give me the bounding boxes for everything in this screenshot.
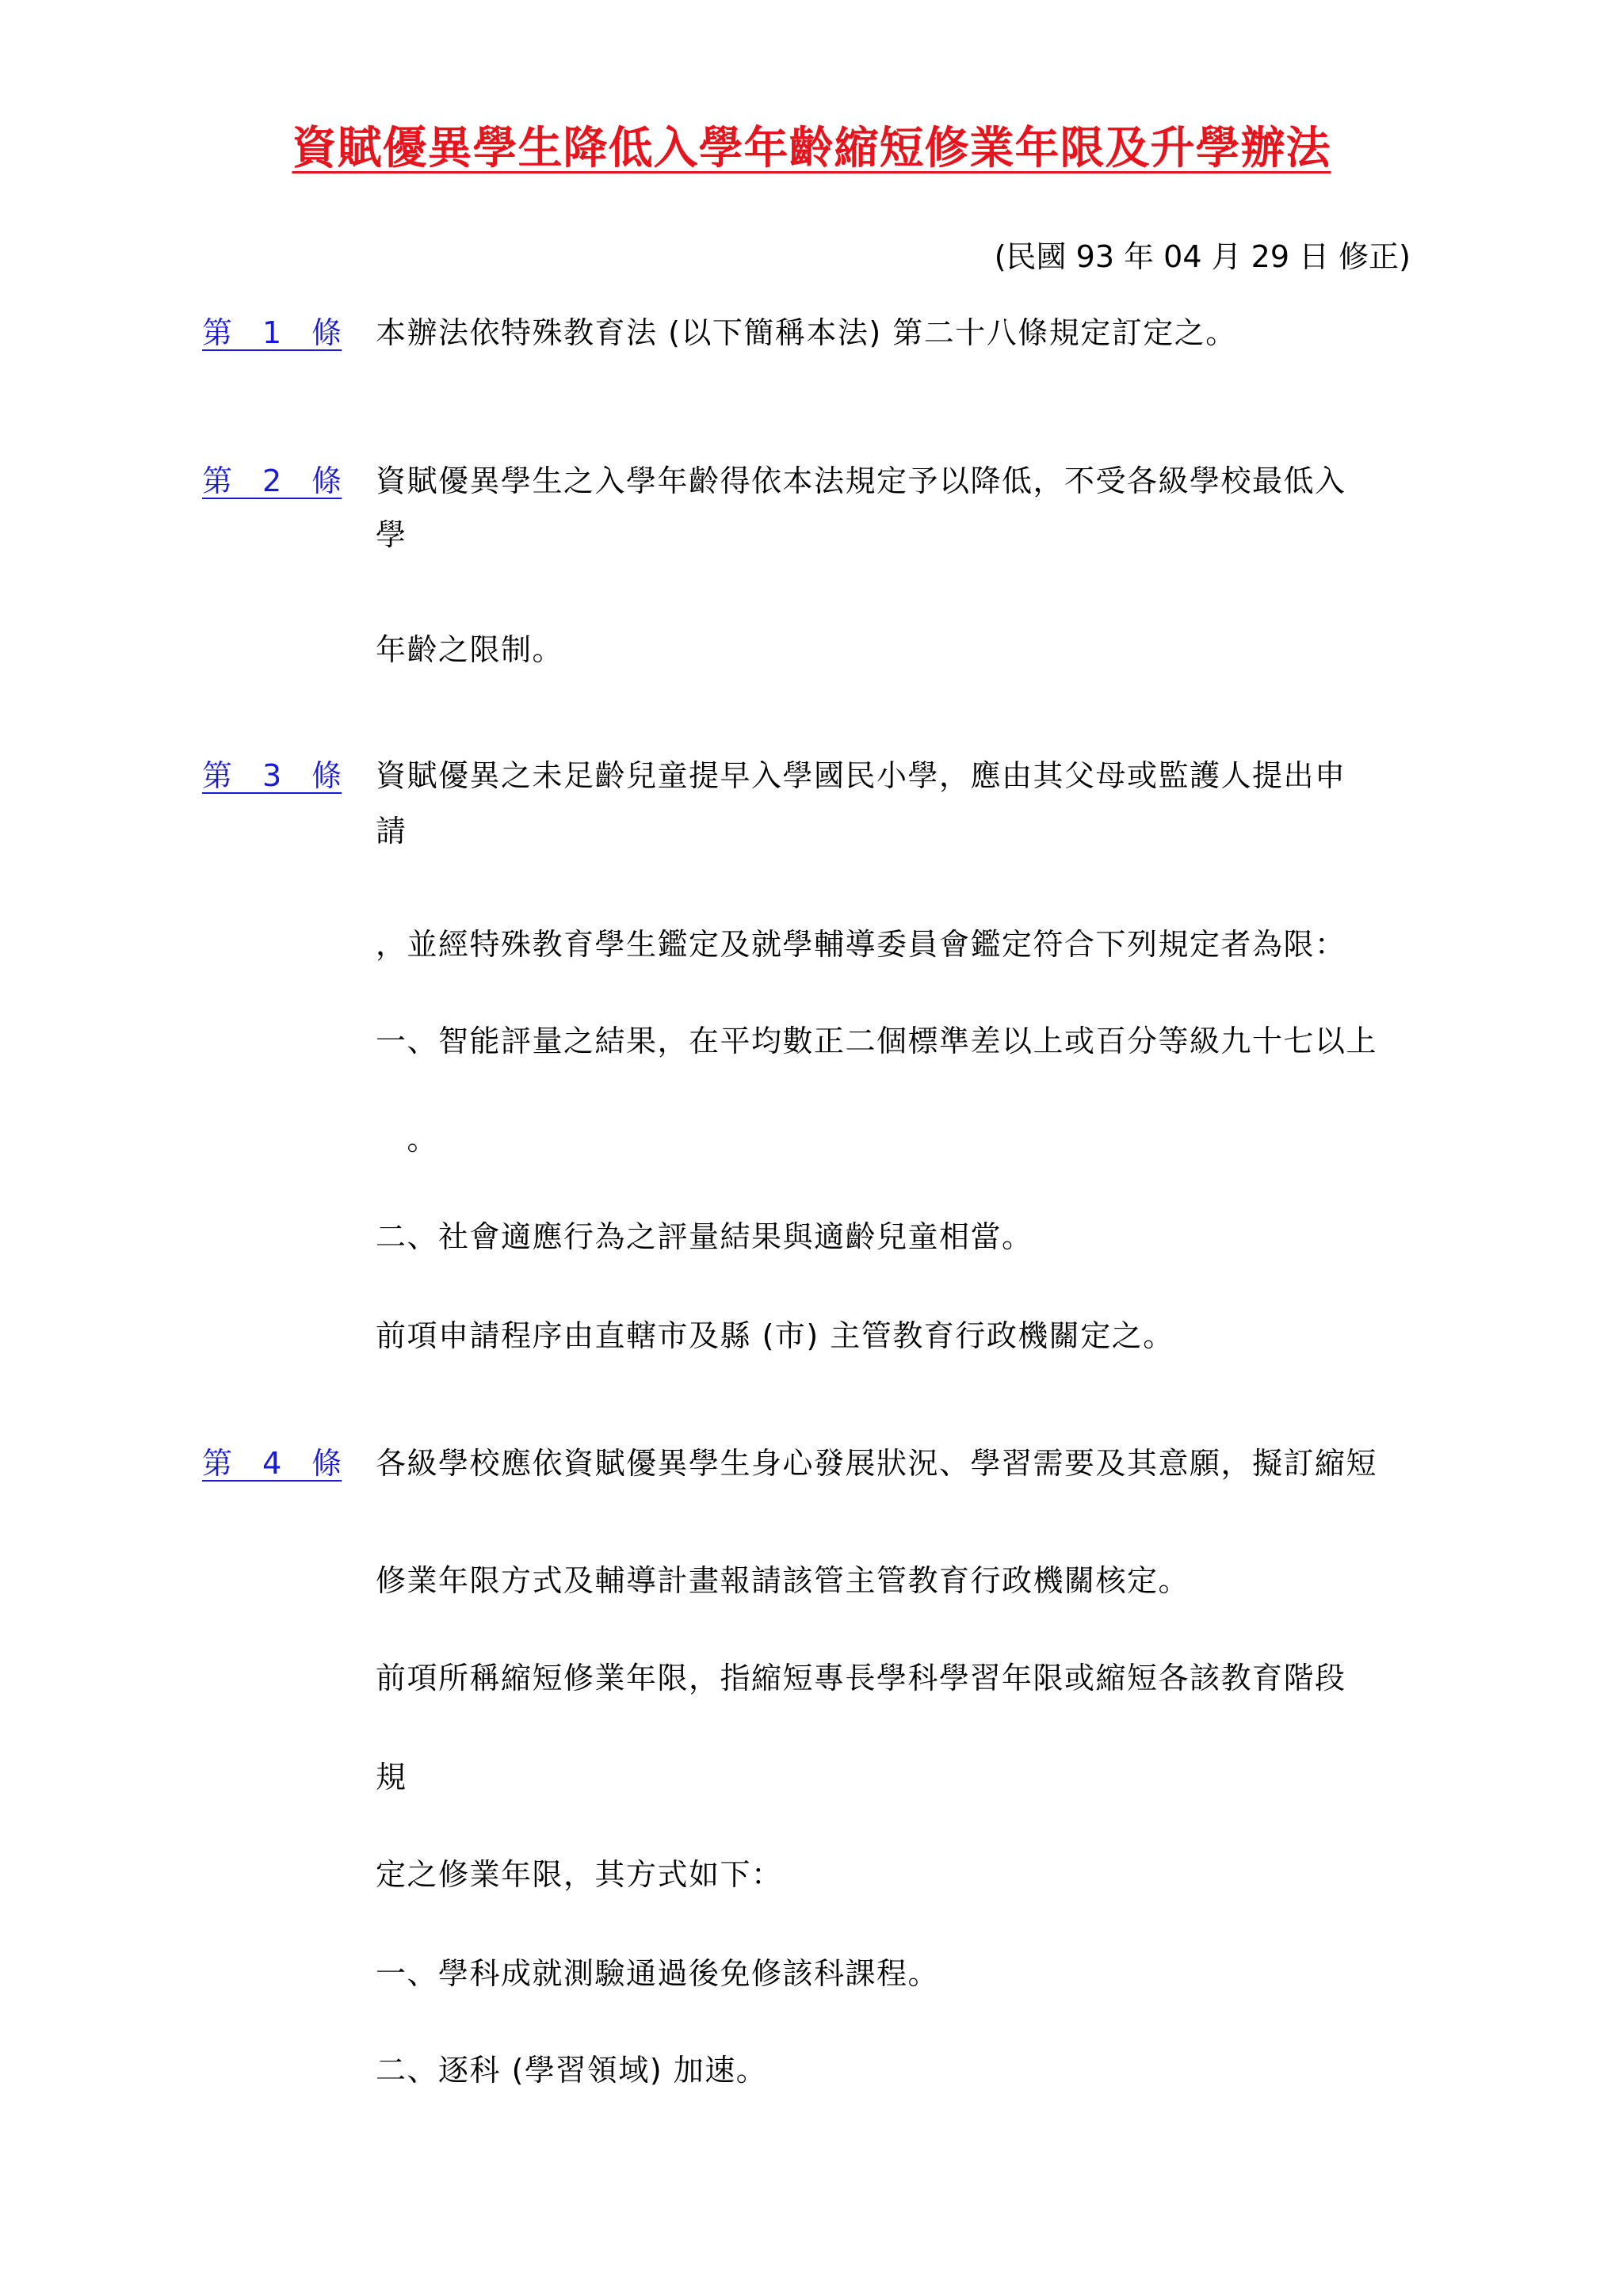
amendment-date: (民國 93 年 04 月 29 日 修正) [994, 239, 1411, 274]
article-4-line-5: 定之修業年限，其方式如下： [376, 1857, 783, 1892]
article-3-line-3: ，並經特殊教育學生鑑定及就學輔導委員會鑑定符合下列規定者為限： [376, 927, 1346, 962]
article-2-line-3: 年齡之限制。 [376, 632, 564, 667]
article-1-link[interactable]: 第 1 條 [202, 315, 342, 350]
article-4-line-1: 各級學校應依資賦優異學生身心發展狀況、學習需要及其意願，擬訂縮短 [376, 1446, 1378, 1481]
article-4-line-2: 修業年限方式及輔導計畫報請該管主管教育行政機關核定。 [376, 1563, 1190, 1598]
article-3-link[interactable]: 第 3 條 [202, 758, 342, 793]
article-3-line-6: 二、社會適應行為之評量結果與適齡兒童相當。 [376, 1219, 1033, 1254]
article-3-line-4: 一、智能評量之結果，在平均數正二個標準差以上或百分等級九十七以上 [376, 1024, 1378, 1058]
article-4-line-7: 二、逐科 (學習領域) 加速。 [376, 2053, 768, 2088]
article-2-link[interactable]: 第 2 條 [202, 463, 342, 498]
article-4-line-4: 規 [376, 1760, 407, 1794]
article-3-line-1: 資賦優異之未足齡兒童提早入學國民小學，應由其父母或監護人提出申 [376, 758, 1346, 793]
document-title: 資賦優異學生降低入學年齡縮短修業年限及升學辦法 [292, 123, 1331, 174]
article-1-line-1: 本辦法依特殊教育法 (以下簡稱本法) 第二十八條規定訂定之。 [376, 315, 1237, 350]
article-3-line-5: 。 [376, 1122, 439, 1157]
article-2-line-1: 資賦優異學生之入學年齡得依本法規定予以降低，不受各級學校最低入 [376, 463, 1346, 498]
article-3-line-7: 前項申請程序由直轄市及縣 (市) 主管教育行政機關定之。 [376, 1318, 1174, 1353]
article-4-link[interactable]: 第 4 條 [202, 1446, 342, 1481]
article-4-line-6: 一、學科成就測驗通過後免修該科課程。 [376, 1956, 940, 1991]
article-4-line-3: 前項所稱縮短修業年限，指縮短專長學科學習年限或縮短各該教育階段 [376, 1661, 1346, 1695]
article-2-line-2: 學 [376, 517, 407, 552]
article-3-line-2: 請 [376, 814, 407, 849]
